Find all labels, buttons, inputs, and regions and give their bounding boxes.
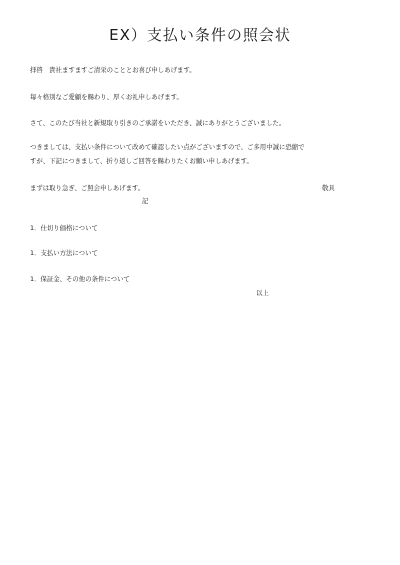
body-paragraph-1: さて、このたび当社と新規取り引きのご承諾をいただき、誠にありがとうございました。 <box>30 119 286 127</box>
body-paragraph-2-line-1: つきましては、支払い条件について改めて確認したい点がございますので、ご多用中誠に恐縮で <box>30 143 305 151</box>
ki-heading: 記 <box>142 197 149 205</box>
closing-text: まずは取り急ぎ、ご照会申しあげます。 <box>30 184 145 192</box>
thanks-line: 毎々格別なご愛顧を賜わり、厚くお礼申しあげます。 <box>30 93 183 101</box>
list-item: 1．支払い方法について <box>30 249 98 257</box>
list-item: 1．保証金、その他の条件について <box>30 275 130 283</box>
document-title: EX）支払い条件の照会状 <box>109 26 291 44</box>
greeting-line: 拝啓 貴社ますますご清栄のこととお喜び申しあげます。 <box>30 66 196 74</box>
ijo-closing: 以上 <box>256 289 269 297</box>
closing-word-keigu: 敬具 <box>322 184 335 192</box>
body-paragraph-2-line-2: すが、下記につきまして、折り返しご回答を賜わりたくお願い申しあげます。 <box>30 157 253 165</box>
list-item: 1．仕切り価格について <box>30 224 98 232</box>
